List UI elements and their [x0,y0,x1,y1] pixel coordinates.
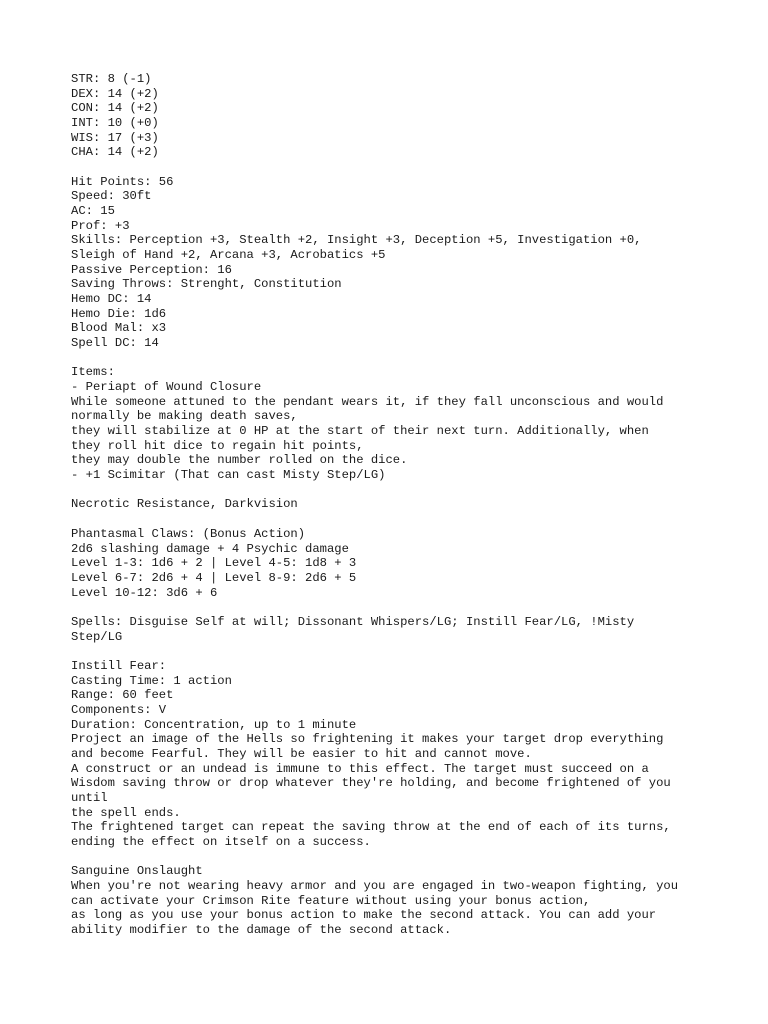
text-line: Saving Throws: Strenght, Constitution [71,277,342,292]
text-line: Instill Fear: [71,658,167,673]
blank-line [71,644,751,659]
text-line: they may double the number rolled on the dice. [71,453,408,468]
text-line: Skills: Perception +3, Stealth +2, Insight +3, Deception +5, Investigation +0, [71,233,642,248]
blank-line [71,600,751,615]
text-line: 2d6 slashing damage + 4 Psychic damage [71,541,349,556]
text-line: Level 1-3: 1d6 + 2 | Level 4-5: 1d8 + 3 [71,556,357,571]
text-line: Hemo DC: 14 [71,292,152,307]
text-line: - Periapt of Wound Closure [71,380,262,395]
text-line: CHA: 14 (+2) [71,145,159,160]
text-line: Range: 60 feet [71,688,174,703]
text-line: they roll hit dice to regain hit points, [71,438,364,453]
blank-line [71,160,751,175]
text-line: A construct or an undead is immune to this effect. The target must succeed on a [71,761,649,776]
text-line: Step/LG [71,629,123,644]
text-line: Hemo Die: 1d6 [71,306,167,321]
text-line: until [71,790,108,805]
blank-line [71,512,751,527]
blank-line [71,483,751,498]
text-line: as long as you use your bonus action to make the second attack. You can add your [71,908,657,923]
text-line: Casting Time: 1 action [71,673,232,688]
text-line: ability modifier to the damage of the second attack. [71,922,452,937]
text-line: Spells: Disguise Self at will; Dissonant Whispers/LG; Instill Fear/LG, !Misty [71,614,635,629]
text-line: normally be making death saves, [71,409,298,424]
text-line: Level 6-7: 2d6 + 4 | Level 8-9: 2d6 + 5 [71,570,357,585]
text-line: While someone attuned to the pendant wears it, if they fall unconscious and would [71,394,664,409]
text-line: The frightened target can repeat the saving throw at the end of each of its turns, [71,820,671,835]
text-line: Sleigh of Hand +2, Arcana +3, Acrobatics +5 [71,248,386,263]
text-line: Project an image of the Hells so frightening it makes your target drop everything [71,732,664,747]
text-line: Wisdom saving throw or drop whatever they're holding, and become frightened of you [71,776,671,791]
text-line: Passive Perception: 16 [71,262,232,277]
text-line: - +1 Scimitar (That can cast Misty Step/LG) [71,468,386,483]
text-line: Prof: +3 [71,218,130,233]
text-line: Components: V [71,702,167,717]
text-line: Spell DC: 14 [71,336,159,351]
text-line: and become Fearful. They will be easier to hit and cannot move. [71,746,532,761]
text-line: Duration: Concentration, up to 1 minute [71,717,357,732]
text-line: Level 10-12: 3d6 + 6 [71,585,218,600]
text-line: CON: 14 (+2) [71,101,159,116]
text-line: Blood Mal: x3 [71,321,167,336]
text-line: they will stabilize at 0 HP at the start of their next turn. Additionally, when [71,424,649,439]
text-line: Hit Points: 56 [71,174,174,189]
text-line: INT: 10 (+0) [71,116,159,131]
text-line: Speed: 30ft [71,189,152,204]
text-line: WIS: 17 (+3) [71,130,159,145]
text-line: STR: 8 (-1) [71,72,152,86]
blank-line [71,351,751,366]
text-line: DEX: 14 (+2) [71,86,159,101]
text-line: Items: [71,365,115,380]
text-line: Sanguine Onslaught [71,864,203,879]
text-line: Necrotic Resistance, Darkvision [71,497,298,512]
text-line: the spell ends. [71,805,181,820]
document-body [71,72,751,938]
text-line: When you're not wearing heavy armor and you are engaged in two-weapon fighting, you [71,878,679,893]
text-line: AC: 15 [71,204,115,219]
text-line: Phantasmal Claws: (Bonus Action) [71,526,306,541]
blank-line [71,850,751,865]
text-line: ending the effect on itself on a success. [71,834,371,849]
text-line: can activate your Crimson Rite feature without using your bonus action, [71,893,591,908]
